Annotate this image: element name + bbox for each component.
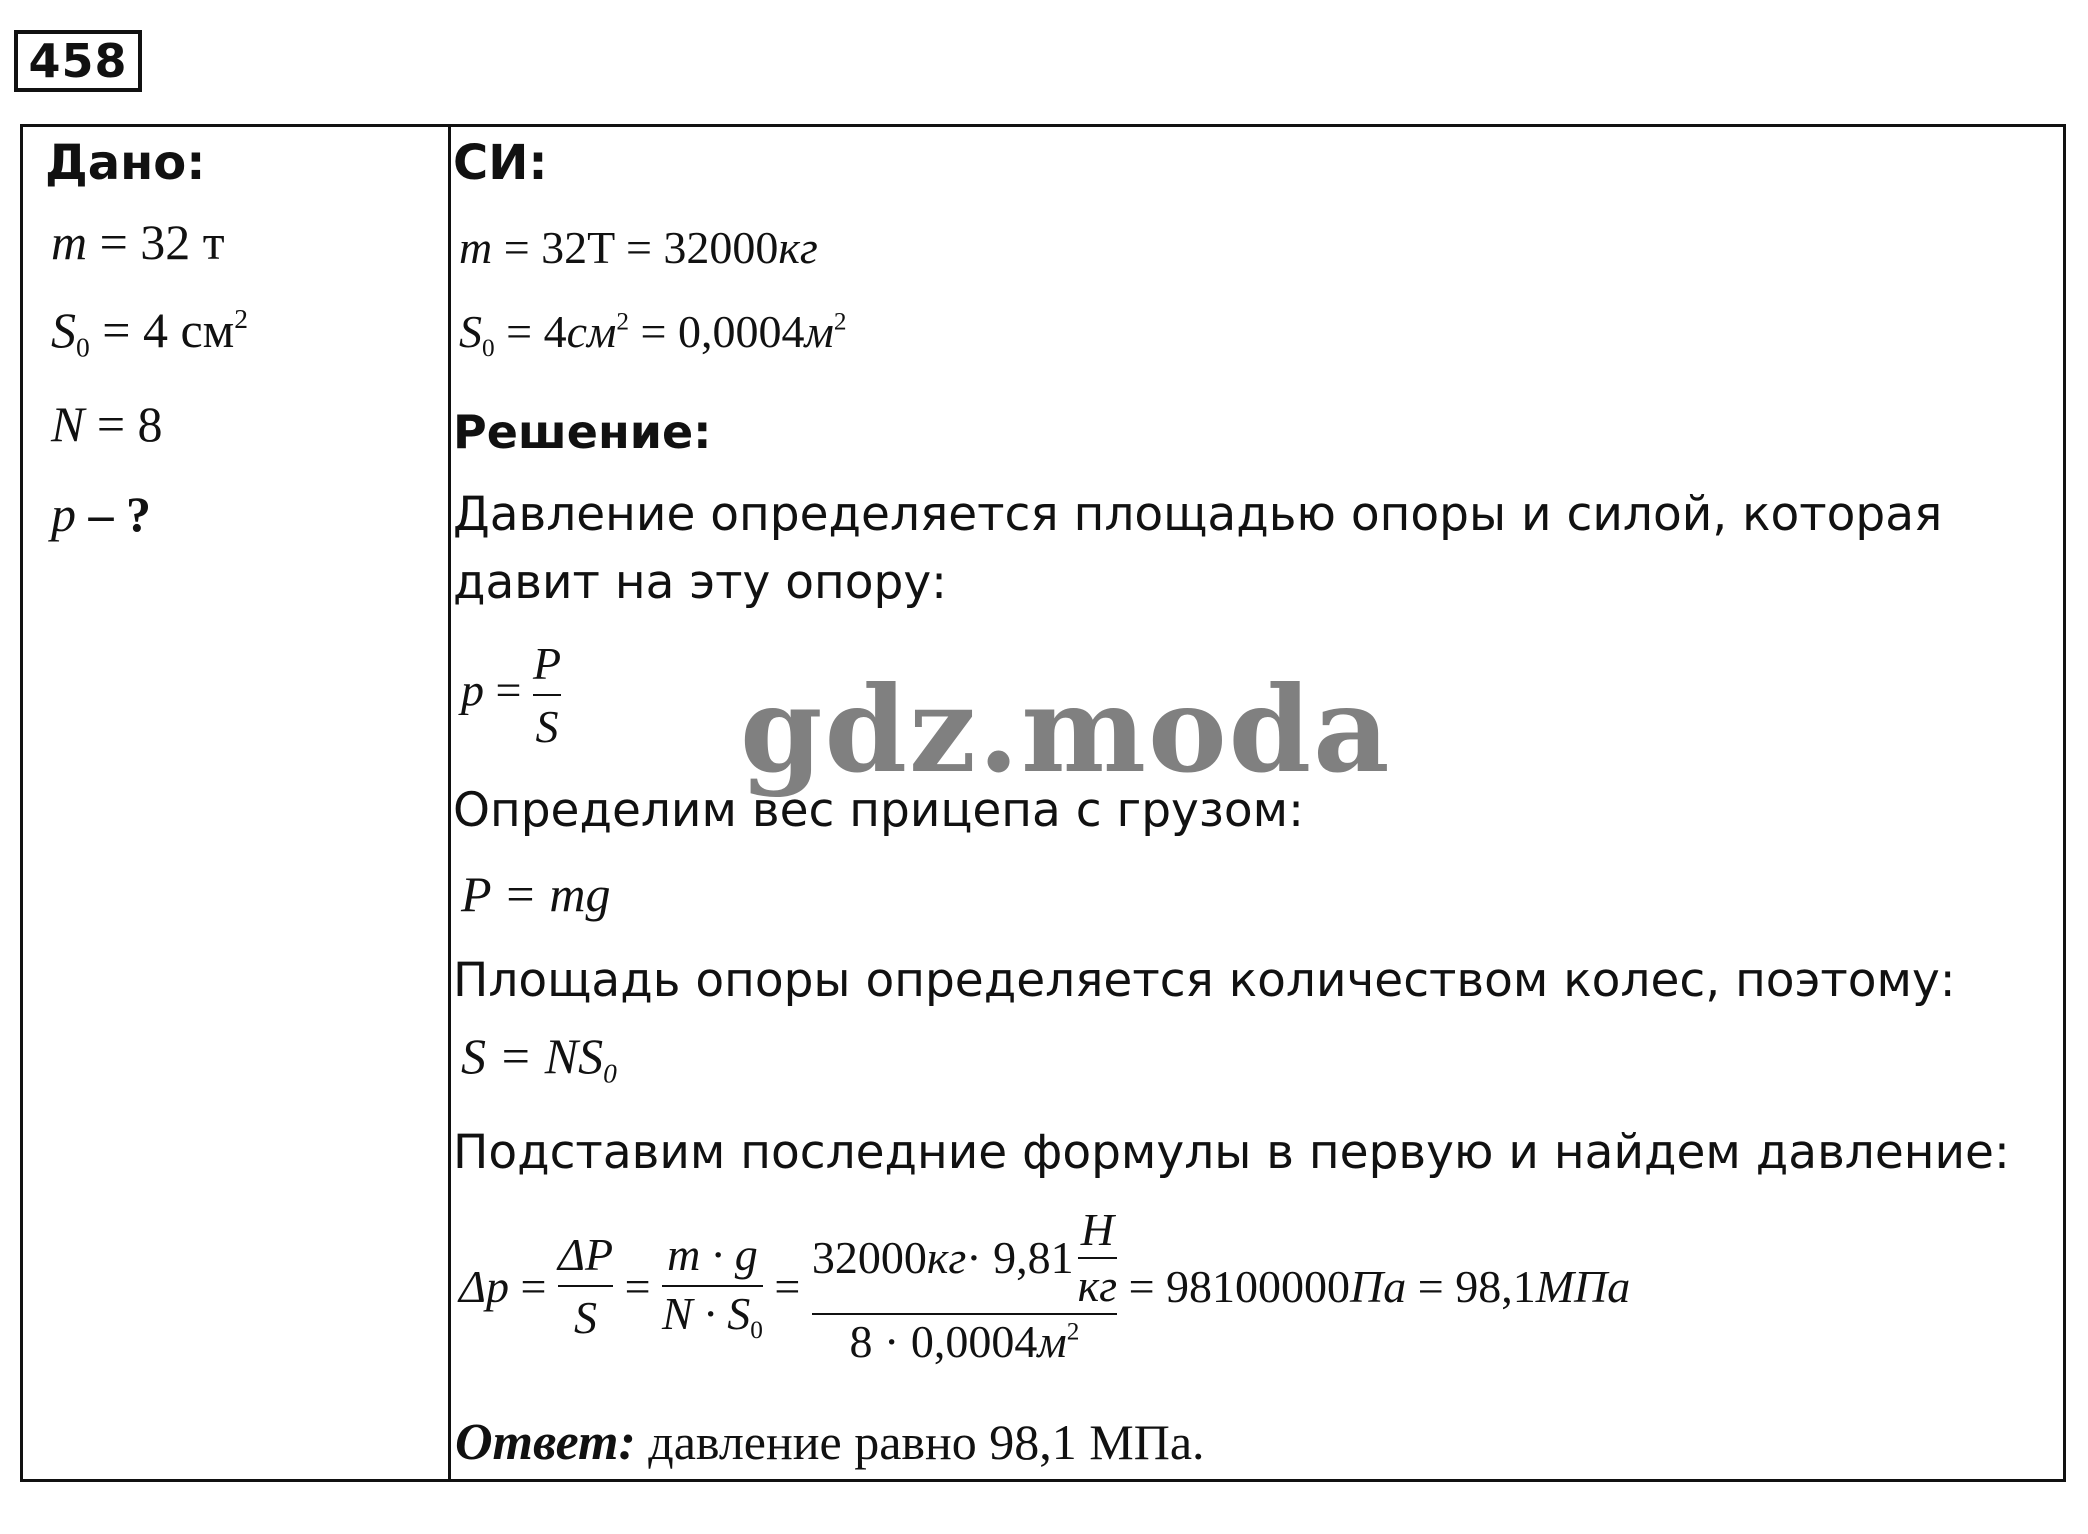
given-mass: m = 32 т: [51, 214, 225, 270]
given-wheels: N = 8: [51, 396, 163, 452]
solution-table: [20, 124, 2066, 1482]
solution-text-4: Площадь опоры определяется количеством колес, поэтому:: [453, 953, 1956, 1008]
given-unknown: p – ?: [51, 486, 151, 542]
solution-text-2: давит на эту опору:: [453, 555, 947, 610]
given-area: $S_0 = 4$ $см^2$: [51, 302, 249, 363]
solution-text-3: Определим вес прицепа с грузом:: [453, 783, 1304, 838]
si-header: СИ:: [453, 135, 548, 191]
si-mass: m = 32T = 32000кг: [459, 222, 818, 273]
solution-header: Решение:: [453, 405, 712, 459]
solution-text-5: Подставим последние формулы в первую и найдем давление:: [453, 1125, 2010, 1180]
formula-weight: P = mg: [461, 866, 611, 922]
formula-final: Δp = $\frac{\Delta P}{S}$ = $\frac{m \cdot g}{N \cdot S_0}$ = 32000 кг · 9,81 $\frac{H}{кг}$ $8 \cdot 0,0004м^2$ = 98100000 Па = 98,1 МПа: [459, 1204, 1631, 1367]
column-divider: [448, 127, 451, 1479]
si-area: $S_0 = 4см^2 = 0,0004м^2$: [459, 306, 847, 362]
answer-line: [455, 1413, 1205, 1472]
problem-number: 458: [14, 30, 142, 92]
given-header: Дано:: [45, 135, 206, 191]
answer-text: давление равно 98,1 МПа.: [635, 1414, 1205, 1470]
solution-text-1: Давление определяется площадью опоры и силой, которая: [453, 487, 1943, 542]
formula-area: $S = NS_0$: [461, 1028, 617, 1089]
watermark: gdz.moda: [740, 660, 1392, 799]
formula-pressure: p = $\frac{P}{S}$: [461, 638, 562, 752]
answer-label: Ответ:: [455, 1414, 636, 1471]
